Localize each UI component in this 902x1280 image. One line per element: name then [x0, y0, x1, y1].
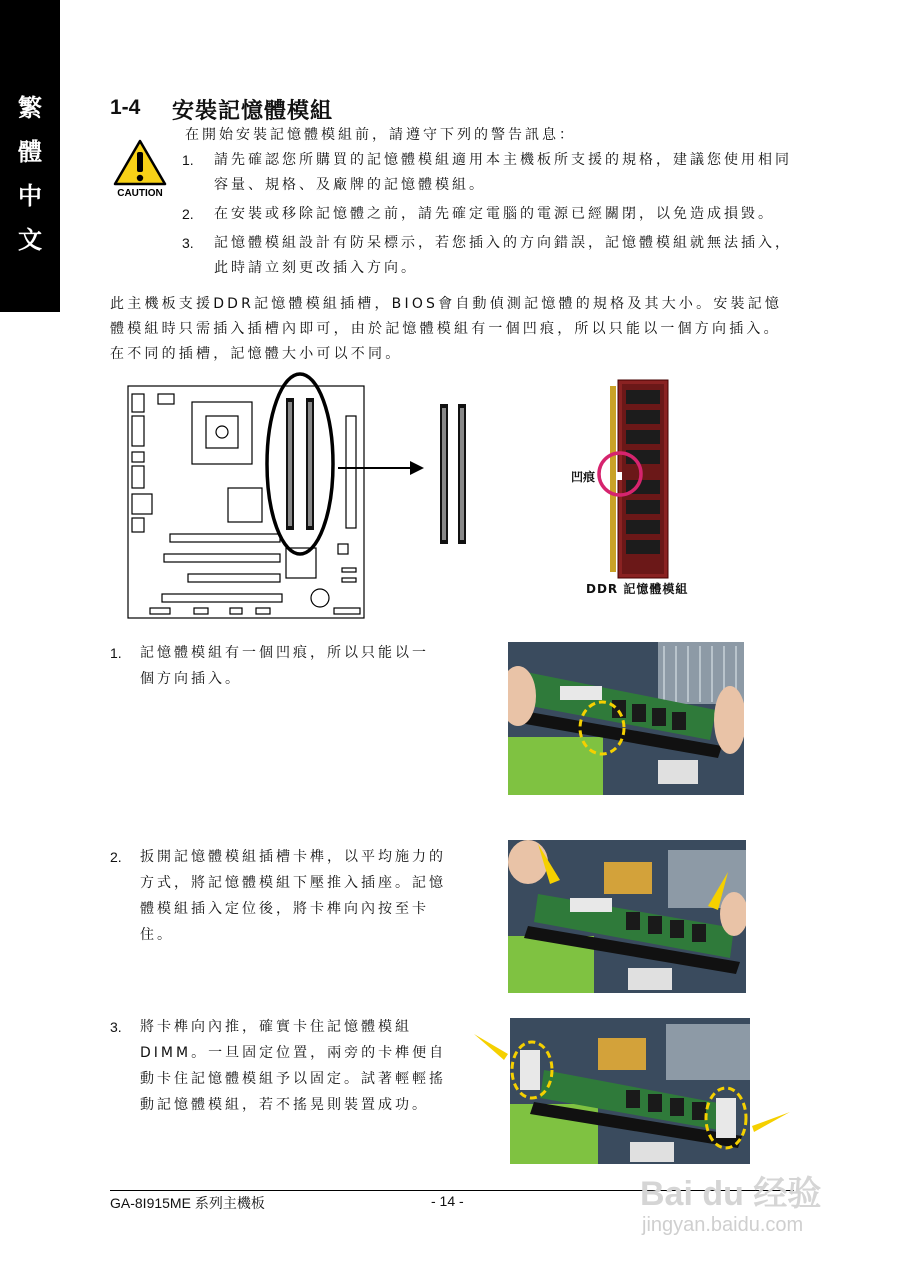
watermark-url: jingyan.baidu.com [642, 1214, 804, 1236]
step2-photo [508, 840, 746, 993]
watermark-brand: Bai du 经验 [640, 1175, 822, 1213]
ddr-module-label: DDR 記憶體模組 [586, 582, 689, 596]
warning-number: 1. [182, 152, 194, 168]
section-number: 1-4 [110, 96, 141, 119]
step-number: 3. [110, 1019, 122, 1035]
section-title: 安裝記憶體模組 [172, 99, 334, 124]
notch-label: 凹痕 [571, 470, 596, 484]
warning-number: 2. [182, 206, 194, 222]
footer-model: GA-8I915ME 系列主機板 [110, 1195, 265, 1211]
step-number: 1. [110, 645, 122, 661]
warning-item [182, 202, 794, 227]
warning-item [182, 148, 794, 198]
step-text: 扳開記憶體模組插槽卡榫，以平均施力的方式，將記憶體模組下壓推入插座。記憶體模組插入定位後，將卡榫向內按至卡住。 [140, 849, 446, 943]
warning-text: 請先確認您所購買的記憶體模組適用本主機板所支援的規格，建議您使用相同容量、規格、及廠牌的記憶體模組。 [214, 152, 792, 193]
step-number: 2. [110, 849, 122, 865]
language-side-tab [0, 0, 60, 312]
caution-icon [112, 138, 168, 200]
warning-item [182, 231, 794, 281]
side-tab-char: 繁 [18, 93, 42, 122]
intro-text: 在開始安裝記憶體模組前，請遵守下列的警告訊息： [185, 127, 576, 143]
warning-list [182, 148, 794, 285]
warning-text: 在安裝或移除記憶體之前，請先確定電腦的電源已經關閉，以免造成損毀。 [214, 206, 775, 222]
page-number: - 14 - [431, 1193, 464, 1209]
step3-photo [470, 1014, 794, 1164]
step-text: 記憶體模組有一個凹痕，所以只能以一個方向插入。 [140, 645, 429, 687]
description-paragraph: 此主機板支援DDR記憶體模組插槽，BIOS會自動偵測記憶體的規格及其大小。安裝記憶體模組時只需插入插槽內即可，由於記憶體模組有一個凹痕，所以只能以一個方向插入。在不同的插槽，記憶體大小可以不同。 [110, 296, 783, 362]
warning-text: 記憶體模組設計有防呆標示，若您插入的方向錯誤，記憶體模組就無法插入，此時請立刻更改插入方向。 [214, 235, 792, 276]
warning-number: 3. [182, 235, 194, 251]
install-step [110, 844, 448, 948]
side-tab-char: 中 [18, 181, 42, 210]
step-text: 將卡榫向內推，確實卡住記憶體模組DIMM。一旦固定位置，兩旁的卡榫便自動卡住記憶體模組予以固定。試著輕輕搖動記憶體模組，若不搖晃則裝置成功。 [140, 1019, 447, 1113]
install-step [110, 640, 444, 692]
caution-label: CAUTION [117, 188, 163, 199]
side-tab-char: 文 [18, 225, 42, 254]
install-step [110, 1014, 448, 1118]
slot-highlight-ellipse [267, 374, 333, 554]
side-tab-char: 體 [18, 137, 42, 166]
step1-photo [508, 642, 744, 795]
